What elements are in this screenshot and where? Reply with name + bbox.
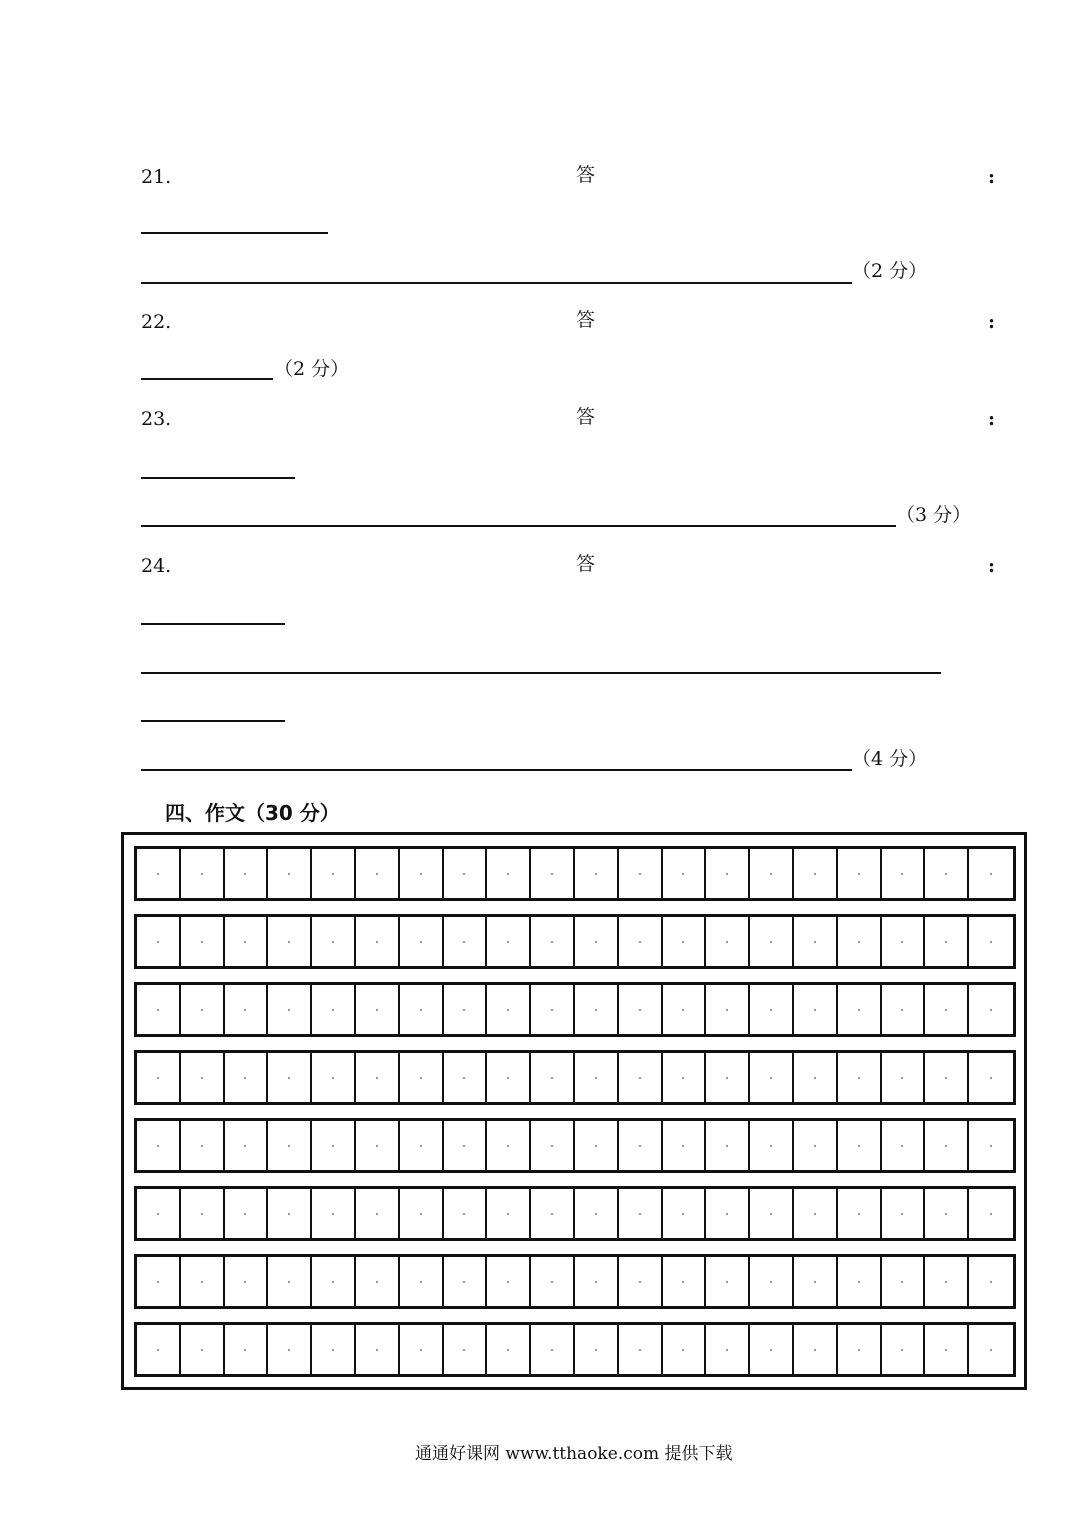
grid-cell[interactable] bbox=[706, 1257, 750, 1306]
grid-cell[interactable] bbox=[882, 1121, 926, 1170]
grid-cell[interactable] bbox=[400, 1325, 444, 1374]
answer-line-24a[interactable] bbox=[141, 623, 285, 625]
grid-cell[interactable] bbox=[137, 917, 181, 966]
grid-cell[interactable] bbox=[312, 1121, 356, 1170]
question-24-colon: : bbox=[988, 555, 996, 577]
grid-cell[interactable] bbox=[268, 1053, 312, 1102]
question-23-answer-label: 答 bbox=[576, 406, 596, 428]
grid-cell[interactable] bbox=[487, 1189, 531, 1238]
grid-cell[interactable] bbox=[663, 917, 707, 966]
grid-cell[interactable] bbox=[400, 1121, 444, 1170]
grid-cell[interactable] bbox=[794, 849, 838, 898]
grid-cell[interactable] bbox=[882, 917, 926, 966]
grid-cell[interactable] bbox=[575, 1257, 619, 1306]
grid-cell[interactable] bbox=[137, 1257, 181, 1306]
grid-cell[interactable] bbox=[838, 1189, 882, 1238]
grid-cell[interactable] bbox=[444, 849, 488, 898]
grid-cell[interactable] bbox=[312, 985, 356, 1034]
grid-cell[interactable] bbox=[356, 1121, 400, 1170]
grid-cell[interactable] bbox=[619, 1053, 663, 1102]
grid-cell[interactable] bbox=[487, 1053, 531, 1102]
grid-cell[interactable] bbox=[750, 1121, 794, 1170]
footer-text: 通通好课网 www.tthaoke.com 提供下载 bbox=[415, 1444, 733, 1464]
grid-cell[interactable] bbox=[619, 1121, 663, 1170]
grid-cell[interactable] bbox=[575, 1189, 619, 1238]
question-22-answer-label: 答 bbox=[576, 309, 596, 331]
grid-cell[interactable] bbox=[663, 985, 707, 1034]
grid-cell[interactable] bbox=[706, 1053, 750, 1102]
grid-cell[interactable] bbox=[444, 1189, 488, 1238]
grid-cell[interactable] bbox=[882, 1189, 926, 1238]
grid-cell[interactable] bbox=[925, 1189, 969, 1238]
grid-cell[interactable] bbox=[356, 849, 400, 898]
grid-cell[interactable] bbox=[487, 985, 531, 1034]
grid-cell[interactable] bbox=[706, 1121, 750, 1170]
grid-cell[interactable] bbox=[838, 1257, 882, 1306]
grid-cell[interactable] bbox=[663, 1121, 707, 1170]
grid-cell[interactable] bbox=[268, 985, 312, 1034]
grid-cell[interactable] bbox=[969, 1189, 1013, 1238]
grid-cell[interactable] bbox=[400, 917, 444, 966]
grid-cell[interactable] bbox=[838, 985, 882, 1034]
grid-cell[interactable] bbox=[925, 985, 969, 1034]
grid-cell[interactable] bbox=[531, 849, 575, 898]
question-22-score: （2 分） bbox=[274, 358, 350, 380]
grid-cell[interactable] bbox=[794, 1325, 838, 1374]
grid-cell[interactable] bbox=[487, 1257, 531, 1306]
grid-cell[interactable] bbox=[487, 917, 531, 966]
grid-row bbox=[134, 1322, 1016, 1377]
grid-cell[interactable] bbox=[531, 1189, 575, 1238]
grid-cell[interactable] bbox=[575, 917, 619, 966]
grid-cell[interactable] bbox=[181, 985, 225, 1034]
grid-cell[interactable] bbox=[531, 1053, 575, 1102]
grid-cell[interactable] bbox=[619, 917, 663, 966]
grid-cell[interactable] bbox=[312, 1325, 356, 1374]
grid-cell[interactable] bbox=[969, 1121, 1013, 1170]
grid-row bbox=[134, 1118, 1016, 1173]
grid-cell[interactable] bbox=[181, 849, 225, 898]
grid-cell[interactable] bbox=[268, 917, 312, 966]
grid-cell[interactable] bbox=[882, 849, 926, 898]
grid-cell[interactable] bbox=[575, 849, 619, 898]
grid-cell[interactable] bbox=[531, 985, 575, 1034]
grid-cell[interactable] bbox=[400, 849, 444, 898]
question-24-score: （4 分） bbox=[852, 748, 928, 770]
grid-cell[interactable] bbox=[137, 1053, 181, 1102]
grid-row bbox=[134, 846, 1016, 901]
grid-cell[interactable] bbox=[137, 1121, 181, 1170]
answer-line-21b[interactable] bbox=[141, 282, 852, 284]
grid-cell[interactable] bbox=[137, 849, 181, 898]
grid-cell[interactable] bbox=[794, 1121, 838, 1170]
answer-line-24d[interactable] bbox=[141, 769, 852, 771]
grid-row bbox=[134, 1050, 1016, 1105]
grid-cell[interactable] bbox=[794, 917, 838, 966]
grid-row bbox=[134, 914, 1016, 969]
grid-cell[interactable] bbox=[225, 1257, 269, 1306]
grid-cell[interactable] bbox=[531, 1257, 575, 1306]
grid-cell[interactable] bbox=[225, 1121, 269, 1170]
grid-cell[interactable] bbox=[444, 917, 488, 966]
question-23-score: （3 分） bbox=[896, 504, 972, 526]
question-23-colon: : bbox=[988, 408, 996, 430]
grid-row bbox=[134, 982, 1016, 1037]
grid-cell[interactable] bbox=[575, 985, 619, 1034]
grid-cell[interactable] bbox=[444, 1325, 488, 1374]
grid-cell[interactable] bbox=[969, 1325, 1013, 1374]
grid-cell[interactable] bbox=[838, 1325, 882, 1374]
grid-cell[interactable] bbox=[838, 849, 882, 898]
grid-cell[interactable] bbox=[706, 849, 750, 898]
grid-cell[interactable] bbox=[969, 917, 1013, 966]
grid-cell[interactable] bbox=[925, 1257, 969, 1306]
grid-row bbox=[134, 1186, 1016, 1241]
grid-cell[interactable] bbox=[706, 985, 750, 1034]
grid-cell[interactable] bbox=[619, 1257, 663, 1306]
grid-cell[interactable] bbox=[531, 917, 575, 966]
grid-cell[interactable] bbox=[794, 1053, 838, 1102]
grid-row bbox=[134, 1254, 1016, 1309]
grid-cell[interactable] bbox=[225, 849, 269, 898]
grid-cell[interactable] bbox=[750, 917, 794, 966]
grid-cell[interactable] bbox=[444, 985, 488, 1034]
grid-cell[interactable] bbox=[487, 849, 531, 898]
question-22-colon: : bbox=[988, 311, 996, 333]
grid-cell[interactable] bbox=[444, 1053, 488, 1102]
grid-cell[interactable] bbox=[750, 1325, 794, 1374]
grid-cell[interactable] bbox=[794, 1257, 838, 1306]
grid-cell[interactable] bbox=[225, 1189, 269, 1238]
composition-section-title: 四、作文（30 分） bbox=[165, 801, 340, 825]
answer-line-24b[interactable] bbox=[141, 672, 941, 674]
grid-cell[interactable] bbox=[969, 849, 1013, 898]
grid-cell[interactable] bbox=[750, 985, 794, 1034]
question-23-number: 23. bbox=[141, 408, 172, 430]
grid-cell[interactable] bbox=[663, 1257, 707, 1306]
grid-cell[interactable] bbox=[356, 985, 400, 1034]
grid-cell[interactable] bbox=[575, 1325, 619, 1374]
question-24-number: 24. bbox=[141, 555, 172, 577]
grid-cell[interactable] bbox=[575, 1053, 619, 1102]
grid-cell[interactable] bbox=[225, 1053, 269, 1102]
grid-cell[interactable] bbox=[137, 1325, 181, 1374]
question-21-answer-label: 答 bbox=[576, 164, 596, 186]
grid-cell[interactable] bbox=[181, 1121, 225, 1170]
grid-cell[interactable] bbox=[619, 849, 663, 898]
grid-cell[interactable] bbox=[400, 985, 444, 1034]
grid-cell[interactable] bbox=[750, 1257, 794, 1306]
grid-cell[interactable] bbox=[969, 1257, 1013, 1306]
grid-cell[interactable] bbox=[882, 1053, 926, 1102]
grid-cell[interactable] bbox=[181, 1053, 225, 1102]
grid-cell[interactable] bbox=[882, 1257, 926, 1306]
grid-cell[interactable] bbox=[487, 1121, 531, 1170]
grid-cell[interactable] bbox=[312, 1189, 356, 1238]
question-22-number: 22. bbox=[141, 311, 172, 333]
grid-cell[interactable] bbox=[838, 1053, 882, 1102]
grid-cell[interactable] bbox=[882, 985, 926, 1034]
grid-cell[interactable] bbox=[137, 985, 181, 1034]
answer-line-23b[interactable] bbox=[141, 525, 896, 527]
grid-cell[interactable] bbox=[750, 1053, 794, 1102]
grid-cell[interactable] bbox=[619, 985, 663, 1034]
grid-cell[interactable] bbox=[969, 985, 1013, 1034]
grid-cell[interactable] bbox=[225, 917, 269, 966]
grid-cell[interactable] bbox=[356, 917, 400, 966]
grid-cell[interactable] bbox=[268, 1189, 312, 1238]
answer-line-24c[interactable] bbox=[141, 720, 285, 722]
grid-cell[interactable] bbox=[531, 1121, 575, 1170]
grid-cell[interactable] bbox=[531, 1325, 575, 1374]
question-21-score: （2 分） bbox=[852, 260, 928, 282]
grid-cell[interactable] bbox=[400, 1189, 444, 1238]
grid-cell[interactable] bbox=[181, 1325, 225, 1374]
answer-line-21a[interactable] bbox=[141, 232, 328, 234]
grid-cell[interactable] bbox=[706, 917, 750, 966]
grid-cell[interactable] bbox=[663, 1325, 707, 1374]
grid-cell[interactable] bbox=[619, 1189, 663, 1238]
grid-cell[interactable] bbox=[706, 1189, 750, 1238]
grid-cell[interactable] bbox=[312, 1257, 356, 1306]
grid-cell[interactable] bbox=[619, 1325, 663, 1374]
grid-cell[interactable] bbox=[925, 1325, 969, 1374]
question-21-number: 21. bbox=[141, 166, 172, 188]
grid-cell[interactable] bbox=[225, 985, 269, 1034]
grid-cell[interactable] bbox=[969, 1053, 1013, 1102]
grid-cell[interactable] bbox=[356, 1325, 400, 1374]
grid-cell[interactable] bbox=[137, 1189, 181, 1238]
grid-cell[interactable] bbox=[925, 1121, 969, 1170]
grid-cell[interactable] bbox=[268, 1325, 312, 1374]
grid-cell[interactable] bbox=[181, 1257, 225, 1306]
answer-line-23a[interactable] bbox=[141, 477, 295, 479]
grid-cell[interactable] bbox=[181, 917, 225, 966]
grid-cell[interactable] bbox=[750, 849, 794, 898]
grid-cell[interactable] bbox=[444, 1121, 488, 1170]
grid-cell[interactable] bbox=[663, 849, 707, 898]
grid-cell[interactable] bbox=[663, 1189, 707, 1238]
grid-cell[interactable] bbox=[794, 985, 838, 1034]
grid-cell[interactable] bbox=[706, 1325, 750, 1374]
grid-cell[interactable] bbox=[312, 1053, 356, 1102]
grid-cell[interactable] bbox=[925, 1053, 969, 1102]
grid-cell[interactable] bbox=[925, 849, 969, 898]
grid-cell[interactable] bbox=[444, 1257, 488, 1306]
grid-cell[interactable] bbox=[663, 1053, 707, 1102]
grid-cell[interactable] bbox=[225, 1325, 269, 1374]
grid-cell[interactable] bbox=[312, 849, 356, 898]
grid-cell[interactable] bbox=[268, 1257, 312, 1306]
grid-cell[interactable] bbox=[400, 1053, 444, 1102]
grid-cell[interactable] bbox=[882, 1325, 926, 1374]
grid-cell[interactable] bbox=[181, 1189, 225, 1238]
grid-cell[interactable] bbox=[268, 1121, 312, 1170]
grid-cell[interactable] bbox=[750, 1189, 794, 1238]
grid-cell[interactable] bbox=[925, 917, 969, 966]
grid-cell[interactable] bbox=[400, 1257, 444, 1306]
question-24-answer-label: 答 bbox=[576, 553, 596, 575]
grid-cell[interactable] bbox=[268, 849, 312, 898]
grid-cell[interactable] bbox=[487, 1325, 531, 1374]
grid-cell[interactable] bbox=[356, 1053, 400, 1102]
grid-cell[interactable] bbox=[356, 1257, 400, 1306]
question-21-colon: : bbox=[988, 166, 996, 188]
grid-cell[interactable] bbox=[838, 917, 882, 966]
grid-cell[interactable] bbox=[312, 917, 356, 966]
grid-cell[interactable] bbox=[838, 1121, 882, 1170]
grid-cell[interactable] bbox=[356, 1189, 400, 1238]
answer-line-22[interactable] bbox=[141, 378, 273, 380]
grid-cell[interactable] bbox=[794, 1189, 838, 1238]
grid-cell[interactable] bbox=[575, 1121, 619, 1170]
